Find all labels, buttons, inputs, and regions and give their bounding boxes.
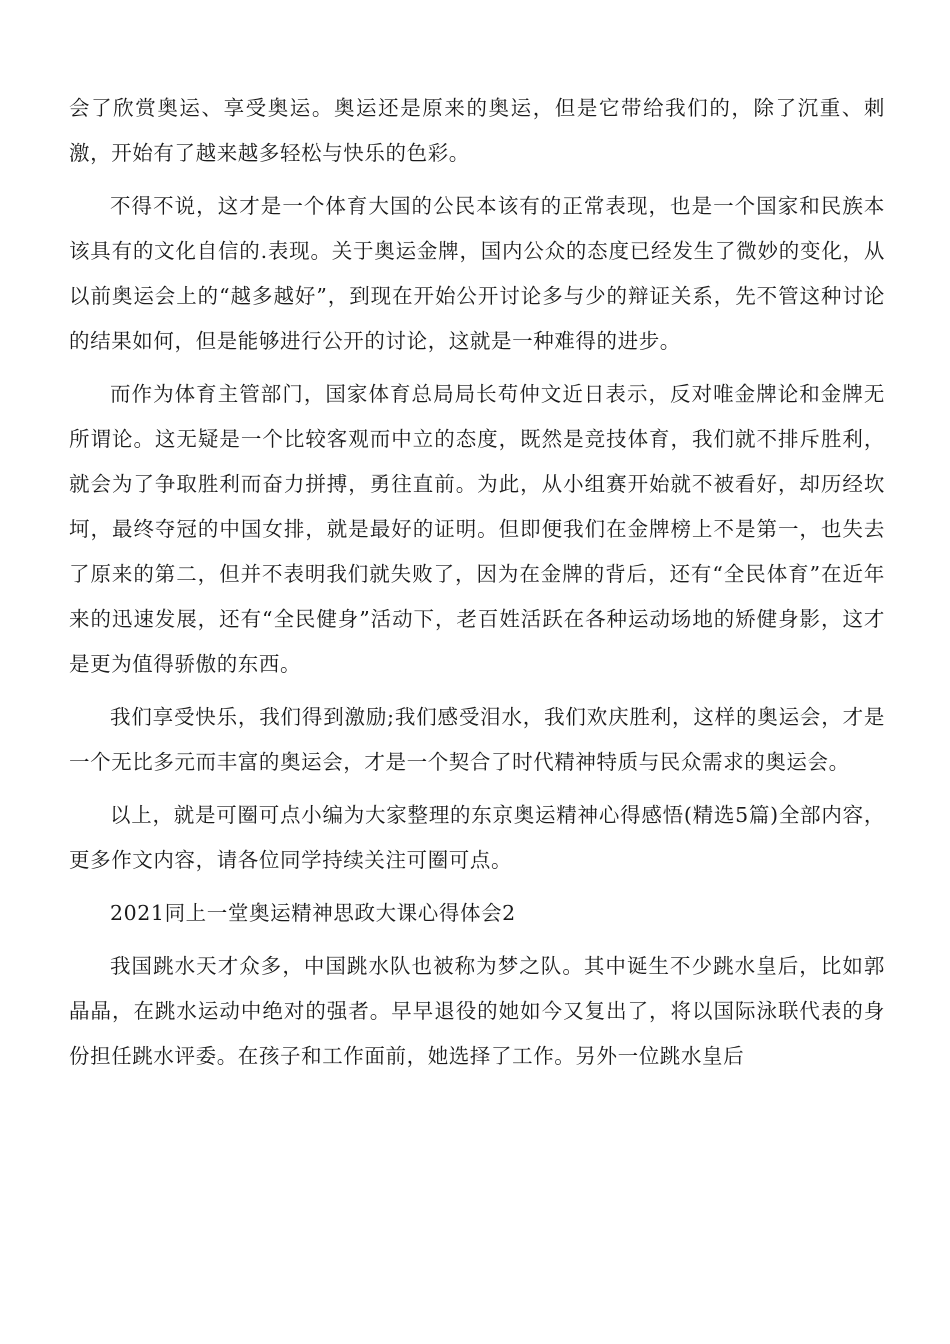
paragraph-sports-authority: 而作为体育主管部门，国家体育总局局长苟仲文近日表示，反对唯金牌论和金牌无所谓论。这无疑是一个比较客观而中立的态度，既然是竞技体育，我们就不排斥胜利，就会为了争取胜利而奋力拼搏，勇往直前。为此，从小组赛开始就不被看好，却历经坎坷，最终夺冠的中国女排，就是最好的证明。但即便我们在金牌榜上不是第一，也失去了原来的第二，但并不表明我们就失败了，因为在金牌的背后，还有“全民体育”在近年来的迅速发展，还有“全民健身”活动下，老百姓活跃在各种运动场地的矫健身影，这才是更为值得骄傲的东西。 [69,382,885,676]
paragraph-cultural-confidence: 不得不说，这才是一个体育大国的公民本该有的正常表现，也是一个国家和民族本该具有的文化自信的.表现。关于奥运金牌，国内公众的态度已经发生了微妙的变化，从以前奥运会上的“越多越好”，到现在开始公开讨论多与少的辩证关系，先不管这种讨论的结果如何，但是能够进行公开的讨论，这就是一种难得的进步。 [69,194,885,353]
paragraph-continuation: 会了欣赏奥运、享受奥运。奥运还是原来的奥运，但是它带给我们的，除了沉重、刺激，开始有了越来越多轻松与快乐的色彩。 [69,96,885,165]
paragraph-closing-note: 以上，就是可圈可点小编为大家整理的东京奥运精神心得感悟(精选5篇)全部内容，更多作文内容，请各位同学持续关注可圈可点。 [69,803,885,872]
document-body [69,86,885,1087]
paragraph-diving-team: 我国跳水天才众多，中国跳水队也被称为梦之队。其中诞生不少跳水皇后，比如郭晶晶，在跳水运动中绝对的强者。早早退役的她如今又复出了，将以国际泳联代表的身份担任跳水评委。在孩子和工作面前，她选择了工作。另外一位跳水皇后 [69,954,885,1068]
paragraph-enjoy-olympics: 我们享受快乐，我们得到激励;我们感受泪水，我们欢庆胜利，这样的奥运会，才是一个无比多元而丰富的奥运会，才是一个契合了时代精神特质与民众需求的奥运会。 [69,705,885,774]
section-heading: 2021同上一堂奥运精神思政大课心得体会2 [110,901,516,925]
